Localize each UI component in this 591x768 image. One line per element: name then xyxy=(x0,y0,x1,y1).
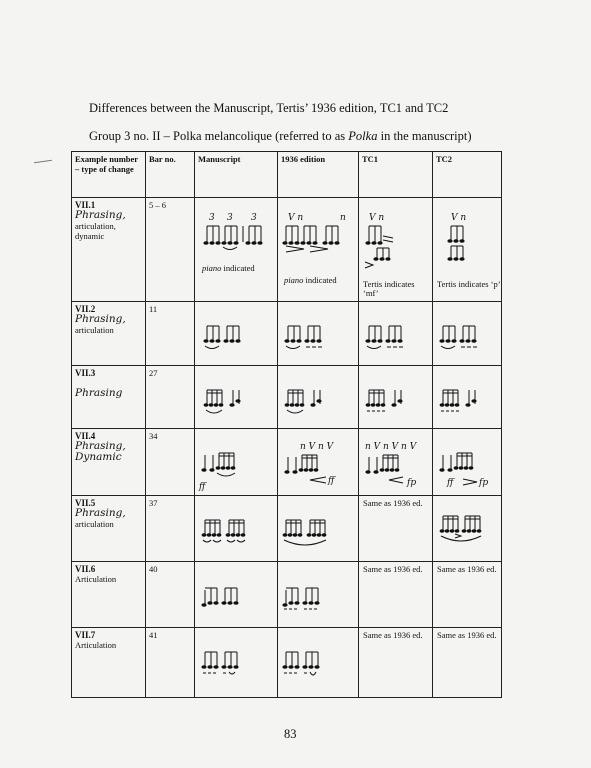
table-row xyxy=(72,562,502,628)
handwritten-label: Phrasing, xyxy=(75,440,126,452)
table-row xyxy=(72,496,502,562)
table-row xyxy=(72,366,502,429)
change-type: articulation xyxy=(75,519,114,529)
note-rest: indicated xyxy=(303,275,337,285)
tc2-cell xyxy=(433,496,502,562)
bar-number: 34 xyxy=(146,429,195,496)
tc1-note: Same as 1936 ed. xyxy=(363,630,423,640)
example-id: VII.5 xyxy=(75,498,96,508)
svg-text:V n: V n xyxy=(288,213,304,223)
header-example: Example number – type of change xyxy=(72,152,146,198)
example-id: VII.7 xyxy=(75,630,96,640)
manuscript-cell xyxy=(195,302,278,366)
tc1-cell xyxy=(359,302,433,366)
example-cell xyxy=(72,496,146,562)
edition-1936-cell xyxy=(278,302,359,366)
tc1-cell xyxy=(359,366,433,429)
table-row xyxy=(72,198,502,302)
svg-text:fp: fp xyxy=(407,478,417,488)
handwritten-label: Phrasing, xyxy=(75,209,126,221)
edition-1936-cell xyxy=(278,628,359,698)
music-notation xyxy=(439,322,489,352)
music-notation xyxy=(363,441,429,487)
bar-number: 40 xyxy=(146,562,195,628)
header-manuscript: Manuscript xyxy=(195,152,278,198)
svg-text:n V n V: n V n V xyxy=(300,442,334,452)
handwritten-label: Phrasing, xyxy=(75,313,126,325)
example-id: VII.2 xyxy=(75,304,96,314)
tc1-note: Same as 1936 ed. xyxy=(363,498,423,508)
tc2-cell xyxy=(433,302,502,366)
edition-1936-cell xyxy=(278,366,359,429)
tc2-cell xyxy=(433,628,502,698)
differences-table xyxy=(71,151,502,698)
table-row xyxy=(72,429,502,496)
music-notation xyxy=(437,445,497,491)
header-tc2: TC2 xyxy=(433,152,502,198)
music-notation xyxy=(365,322,415,352)
music-notation xyxy=(363,212,423,268)
tc1-cell xyxy=(359,562,433,628)
music-notation xyxy=(201,516,261,548)
bar-number: 11 xyxy=(146,302,195,366)
music-notation xyxy=(437,512,497,544)
manuscript-cell xyxy=(195,562,278,628)
example-cell xyxy=(72,366,146,429)
music-notation xyxy=(284,386,334,416)
tc1-cell xyxy=(359,496,433,562)
tc1-cell xyxy=(359,198,433,302)
svg-text:3: 3 xyxy=(227,213,233,223)
stray-pen-mark xyxy=(34,160,52,163)
music-notation xyxy=(282,648,332,682)
manuscript-cell xyxy=(195,628,278,698)
music-notation xyxy=(203,386,253,416)
handwritten-label-2: Dynamic xyxy=(75,451,122,463)
example-cell xyxy=(72,429,146,496)
music-notation xyxy=(445,212,485,264)
tc1-note: Same as 1936 ed. xyxy=(363,564,423,574)
svg-text:fp: fp xyxy=(479,478,489,488)
example-cell xyxy=(72,302,146,366)
edition-1936-cell xyxy=(278,429,359,496)
svg-text:V n: V n xyxy=(451,213,467,223)
music-notation xyxy=(201,584,251,614)
example-id: VII.4 xyxy=(75,431,96,441)
subtitle-prefix: Group 3 no. II – Polka melancolique (referred to as xyxy=(89,129,349,143)
svg-text:3: 3 xyxy=(251,213,257,223)
edition-1936-cell xyxy=(278,562,359,628)
document-title: Differences between the Manuscript, Tertis’ 1936 edition, TC1 and TC2 xyxy=(89,101,449,115)
music-notation xyxy=(282,516,342,548)
header-bar: Bar no. xyxy=(146,152,195,198)
edition-1936-cell xyxy=(278,496,359,562)
edition-note xyxy=(284,276,337,285)
header-1936-edition: 1936 edition xyxy=(278,152,359,198)
example-cell xyxy=(72,628,146,698)
music-notation xyxy=(203,322,253,352)
svg-text:V n: V n xyxy=(369,213,385,223)
document-subtitle xyxy=(89,129,472,144)
example-id: VII.1 xyxy=(75,200,96,210)
music-notation xyxy=(365,386,415,416)
table-row xyxy=(72,302,502,366)
music-notation xyxy=(284,322,334,352)
svg-text:ff: ff xyxy=(199,482,206,492)
header-row xyxy=(72,152,502,198)
change-type: Articulation xyxy=(75,640,117,650)
change-type: articulation, dynamic xyxy=(75,221,116,241)
tc2-note: Tertis indicates ‘p’ xyxy=(437,279,501,289)
tc1-cell xyxy=(359,429,433,496)
page-number: 83 xyxy=(284,727,297,741)
tc1-cell xyxy=(359,628,433,698)
tc2-cell xyxy=(433,198,502,302)
handwritten-label: Phrasing, xyxy=(75,507,126,519)
tc2-note: Same as 1936 ed. xyxy=(437,630,497,640)
manuscript-cell xyxy=(195,429,278,496)
svg-text:ff: ff xyxy=(328,476,335,486)
bar-number: 27 xyxy=(146,366,195,429)
tc2-cell xyxy=(433,562,502,628)
svg-text:n V n V n V: n V n V n V xyxy=(365,442,417,452)
music-notation xyxy=(282,212,354,254)
bar-number: 5 – 6 xyxy=(146,198,195,302)
example-id: VII.6 xyxy=(75,564,96,574)
note-italic: piano xyxy=(284,275,304,285)
example-id: VII.3 xyxy=(75,368,96,378)
music-notation xyxy=(203,212,273,252)
note-rest: indicated xyxy=(221,263,255,273)
change-type: articulation xyxy=(75,325,114,335)
example-cell xyxy=(72,562,146,628)
music-notation xyxy=(199,445,259,491)
music-notation xyxy=(201,648,251,682)
svg-text:3: 3 xyxy=(209,213,215,223)
manuscript-cell xyxy=(195,198,278,302)
handwritten-label: Phrasing xyxy=(75,387,123,399)
bar-number: 41 xyxy=(146,628,195,698)
music-notation xyxy=(282,441,354,487)
tc1-note: Tertis indicates ‘mf’ xyxy=(363,279,415,298)
tc2-cell xyxy=(433,429,502,496)
edition-1936-cell xyxy=(278,198,359,302)
note-italic: piano xyxy=(202,263,222,273)
music-notation xyxy=(282,584,332,614)
subtitle-suffix: in the manuscript) xyxy=(377,129,472,143)
manuscript-cell xyxy=(195,496,278,562)
example-cell xyxy=(72,198,146,302)
table-row xyxy=(72,628,502,698)
tc2-note: Same as 1936 ed. xyxy=(437,564,497,574)
svg-text:n: n xyxy=(340,213,346,223)
manuscript-note xyxy=(202,264,255,273)
svg-text:ff: ff xyxy=(447,478,454,488)
header-tc1: TC1 xyxy=(359,152,433,198)
bar-number: 37 xyxy=(146,496,195,562)
tc2-cell xyxy=(433,366,502,429)
music-notation xyxy=(439,386,489,416)
change-type: Articulation xyxy=(75,574,117,584)
manuscript-cell xyxy=(195,366,278,429)
subtitle-italic: Polka xyxy=(348,129,378,143)
